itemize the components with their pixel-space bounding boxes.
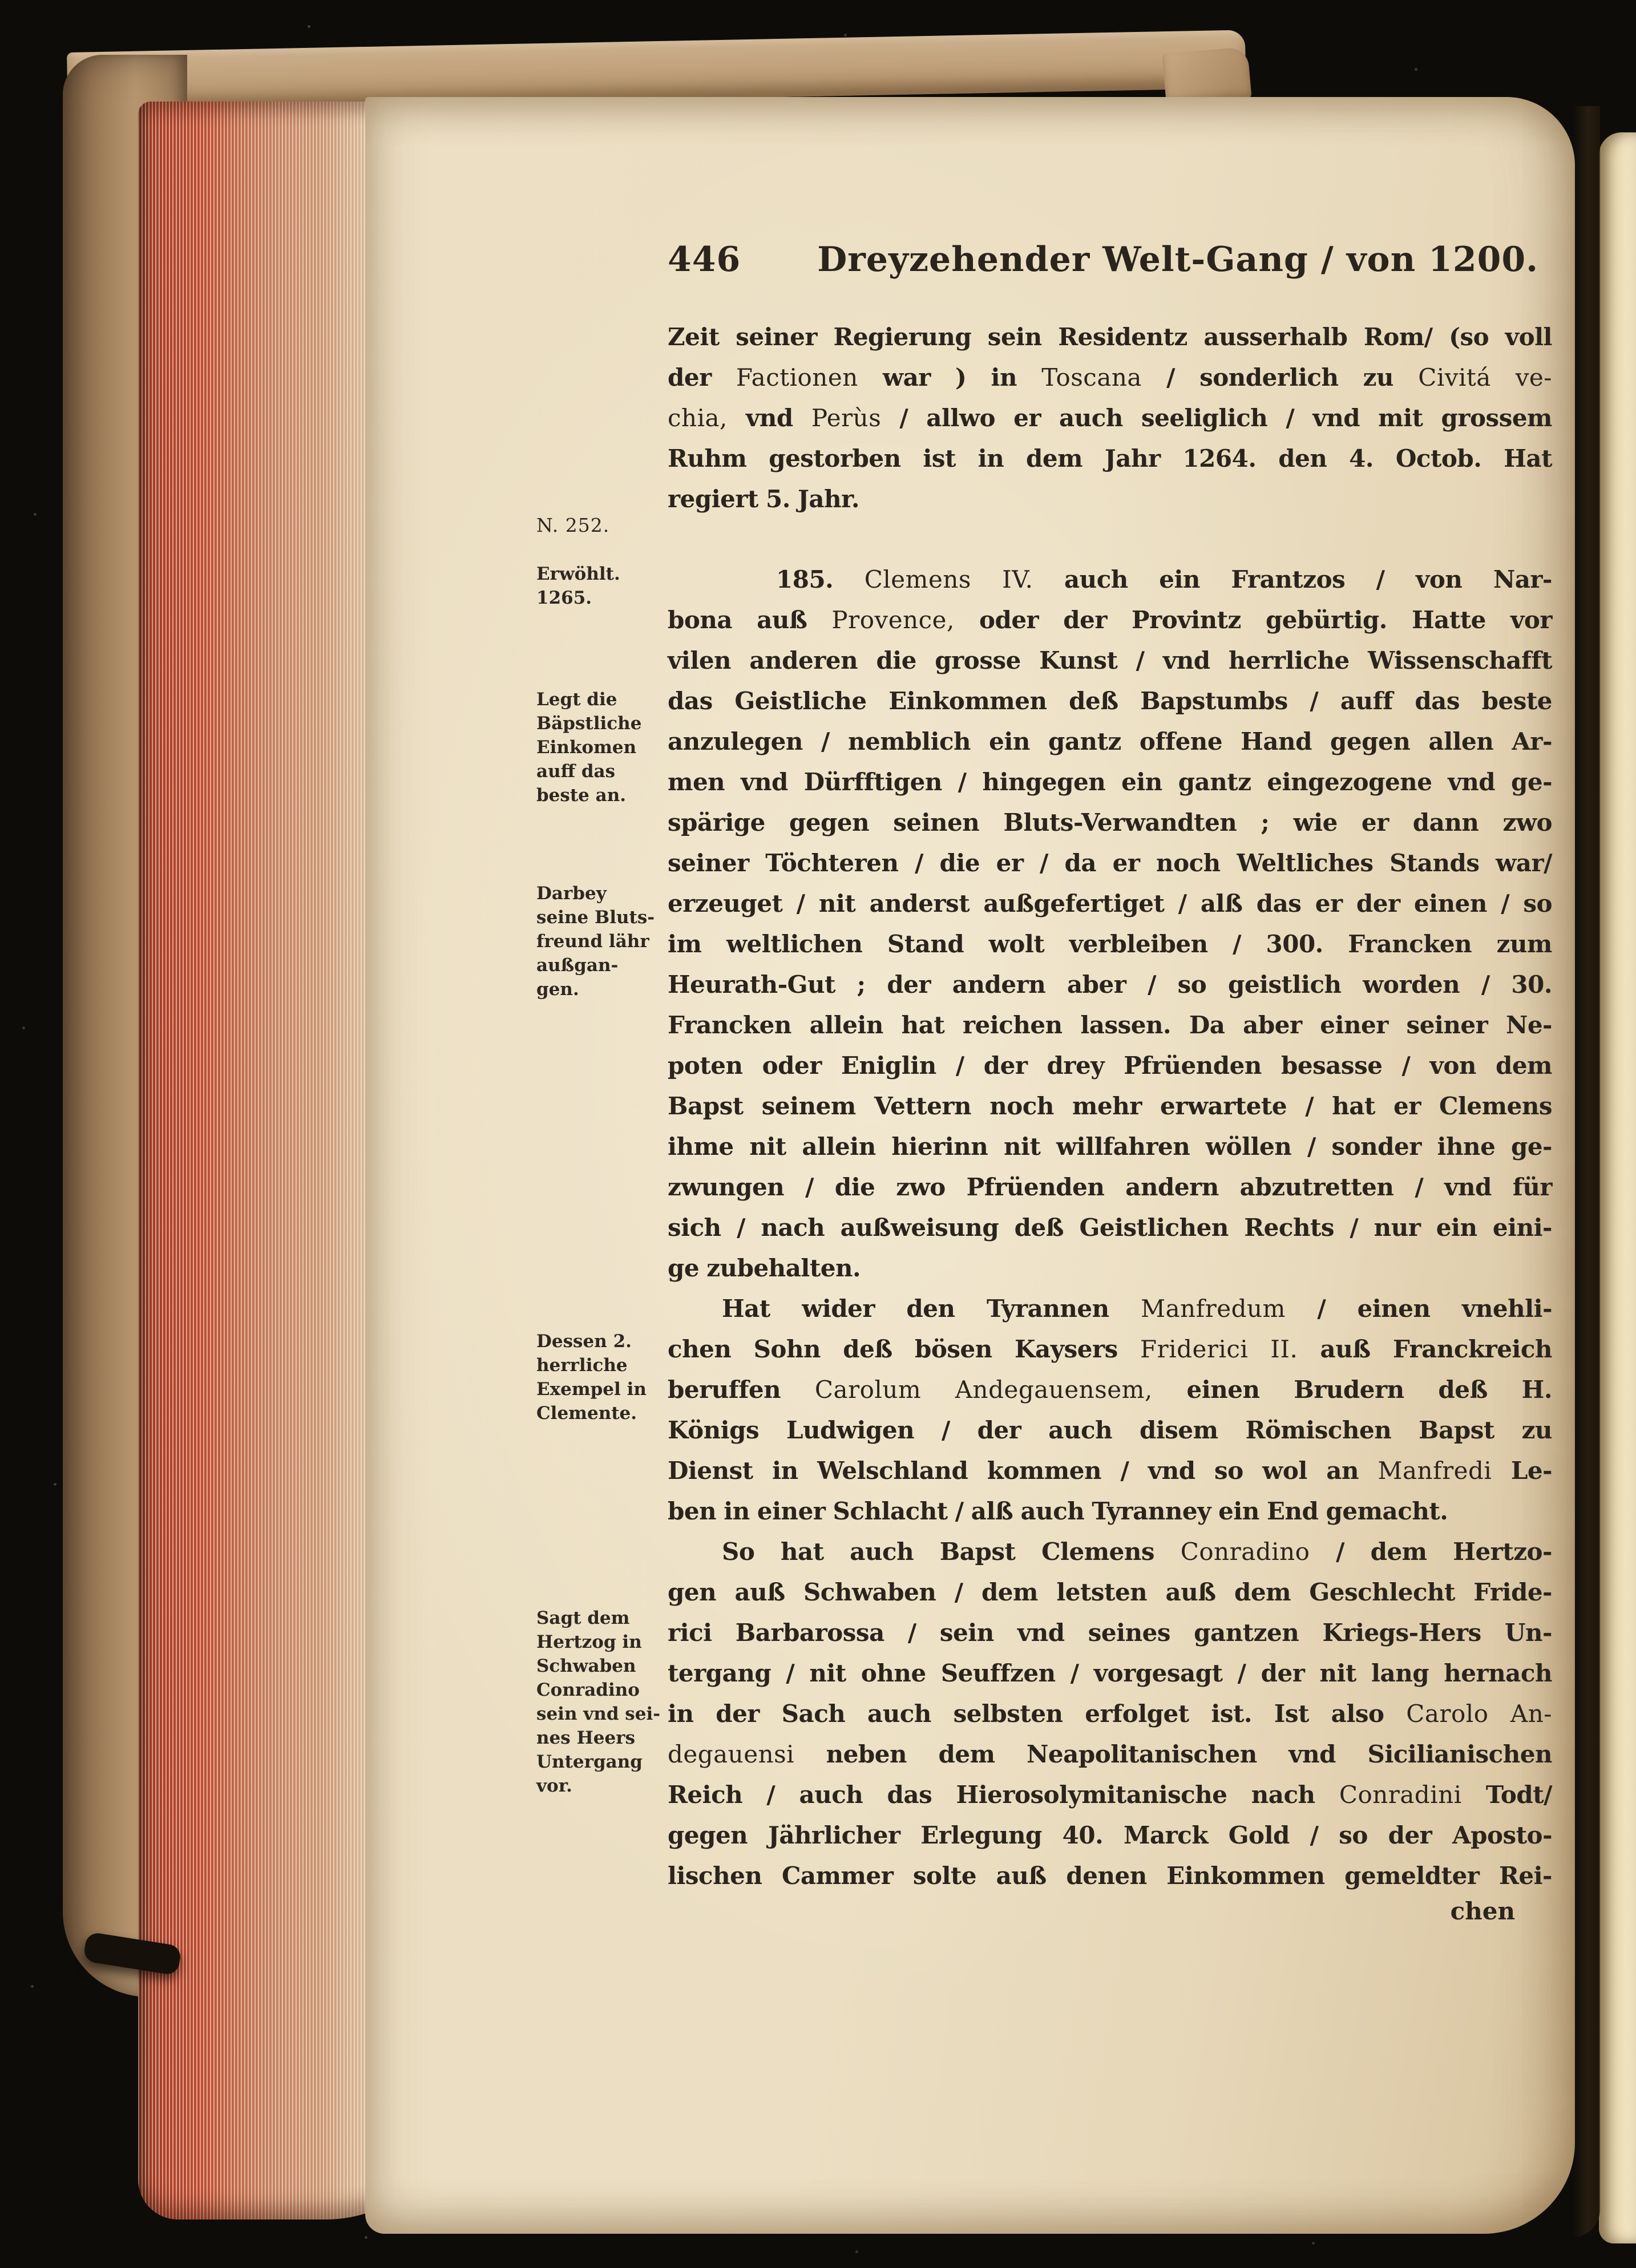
text-line: lischen Cammer solte auß denen Einkommen gemeldter Rei- xyxy=(668,1862,1552,1890)
margin-note-line: sein vnd sei- xyxy=(536,1704,661,1724)
margin-note-line: 1265. xyxy=(536,588,592,608)
margin-note-line: auff das xyxy=(536,761,616,782)
text-line: gen auß Schwaben / dem letsten auß dem Geschlecht Fride- xyxy=(668,1578,1552,1606)
text-line: beruffen Carolum Andegauensem, einen Brudern deß H. xyxy=(668,1376,1552,1404)
page-header xyxy=(668,240,1552,280)
text-line: Reich / auch das Hierosolymitanische nach Conradini Todt/ xyxy=(668,1781,1552,1809)
text-line: 185. Clemens IV. auch ein Frantzos / von Nar- xyxy=(776,565,1552,593)
margin-note-line: Erwöhlt. xyxy=(536,564,620,584)
text-line: chen Sohn deß bösen Kaysers Friderici II. auß Franckreich xyxy=(668,1335,1552,1363)
margin-note-line: herrliche xyxy=(536,1355,628,1376)
margin-note-5 xyxy=(536,1329,663,1425)
margin-note-line: Darbey xyxy=(536,883,607,904)
text-line: degauensi neben dem Neapolitanischen vnd Sicilianischen xyxy=(668,1740,1552,1768)
text-line: bona auß Provence, oder der Provintz gebürtig. Hatte vor xyxy=(668,606,1552,634)
text-line: chia, vnd Perùs / allwo er auch seeliglich / vnd mit grossem xyxy=(668,404,1553,432)
text-line: Bapst seinem Vettern noch mehr erwartete / hat er Clemens xyxy=(668,1092,1552,1120)
text-line: ge zubehalten. xyxy=(668,1254,861,1282)
text-line: rici Barbarossa / sein vnd seines gantzen Kriegs-Hers Un- xyxy=(668,1619,1552,1647)
margin-note-line: Legt die xyxy=(536,689,617,710)
margin-note-line: freund lähr xyxy=(536,931,649,952)
next-page-sliver xyxy=(1599,132,1636,2243)
body-text xyxy=(668,317,1552,1896)
margin-note-line: seine Bluts- xyxy=(536,907,655,928)
text-line: anzulegen / nemblich ein gantz offene Hand gegen allen Ar- xyxy=(668,727,1552,755)
gutter-shadow xyxy=(1573,106,1600,2237)
text-line: Hat wider den Tyrannen Manfredum / einen vnehli- xyxy=(722,1295,1553,1323)
text-line: regiert 5. Jahr. xyxy=(668,485,860,513)
text-line: poten oder Eniglin / der drey Pfrüenden besasse / von dem xyxy=(668,1052,1552,1080)
text-line: Dienst in Welschland kommen / vnd so wol an Manfredi Le- xyxy=(668,1457,1553,1485)
margin-note-6 xyxy=(536,1606,663,1798)
text-line: Francken allein hat reichen lassen. Da aber einer seiner Ne- xyxy=(668,1011,1552,1039)
margin-note-line: Conradino xyxy=(536,1680,640,1700)
book-page xyxy=(365,97,1575,2234)
margin-note-line: außgan- xyxy=(536,955,619,976)
dust-specks xyxy=(0,0,2,2)
margin-note-line: N. 252. xyxy=(536,514,610,536)
text-line: erzeuget / nit anderst außgefertiget / alß das er der einen / so xyxy=(668,890,1552,917)
margin-note-line: Sagt dem xyxy=(536,1608,630,1628)
text-line: sich / nach außweisung deß Geistlichen Rechts / nur ein eini- xyxy=(668,1214,1552,1242)
text-line: der Factionen war ) in Toscana / sonderlich zu Civitá ve- xyxy=(668,363,1552,391)
catchword: chen xyxy=(1450,1897,1515,1925)
margin-note-line: Dessen 2. xyxy=(536,1331,632,1352)
running-title: Dreyzehender Welt-Gang / von 1200. xyxy=(817,240,1538,280)
text-line: Königs Ludwigen / der auch disem Römischen Bapst zu xyxy=(668,1416,1552,1444)
text-line: seiner Töchteren / die er / da er noch Weltliches Stands war/ xyxy=(668,849,1552,877)
text-line: tergang / nit ohne Seuffzen / vorgesagt / der nit lang hernach xyxy=(668,1659,1552,1687)
margin-note-3 xyxy=(536,688,663,807)
text-line: gegen Jährlicher Erlegung 40. Marck Gold / so der Aposto- xyxy=(668,1821,1552,1849)
margin-note-1 xyxy=(536,514,663,537)
text-line: ihme nit allein hierinn nit willfahren wöllen / sonder ihne ge- xyxy=(668,1133,1552,1161)
margin-note-line: nes Heers xyxy=(536,1728,636,1748)
margin-note-line: Schwaben xyxy=(536,1656,636,1676)
text-line: das Geistliche Einkommen deß Bapstumbs / auff das beste xyxy=(668,687,1552,715)
margin-note-4 xyxy=(536,882,663,1001)
text-line: Zeit seiner Regierung sein Residentz ausserhalb Rom/ (so voll xyxy=(668,323,1552,351)
margin-note-line: Clemente. xyxy=(536,1403,637,1424)
margin-note-line: Hertzog in xyxy=(536,1632,642,1652)
text-line: men vnd Dürfftigen / hingegen ein gantz eingezogene vnd ge- xyxy=(668,768,1552,796)
margin-note-line: Bäpstliche xyxy=(536,713,642,734)
text-line: vilen anderen die grosse Kunst / vnd herrliche Wissenschafft xyxy=(668,646,1552,674)
text-line: Heurath-Gut ; der andern aber / so geistlich worden / 30. xyxy=(668,971,1552,998)
text-line: So hat auch Bapst Clemens Conradino / dem Hertzo- xyxy=(722,1538,1552,1566)
margin-note-line: gen. xyxy=(536,979,579,1000)
page-number: 446 xyxy=(668,240,741,280)
text-line: in der Sach auch selbsten erfolget ist. Ist also Carolo An- xyxy=(668,1700,1552,1728)
text-line: zwungen / die zwo Pfrüenden andern abzutretten / vnd für xyxy=(668,1173,1552,1201)
text-line: spärige gegen seinen Bluts-Verwandten ; wie er dann zwo xyxy=(668,808,1552,836)
text-line: ben in einer Schlacht / alß auch Tyranney ein End gemacht. xyxy=(668,1497,1448,1525)
text-line: im weltlichen Stand wolt verbleiben / 300. Francken zum xyxy=(668,930,1552,958)
margin-note-line: Untergang xyxy=(536,1752,643,1772)
margin-note-line: Einkomen xyxy=(536,737,637,758)
margin-note-2 xyxy=(536,562,663,610)
margin-note-line: Exempel in xyxy=(536,1379,647,1400)
margin-note-line: beste an. xyxy=(536,785,627,806)
margin-note-line: vor. xyxy=(536,1776,572,1796)
text-line: Ruhm gestorben ist in dem Jahr 1264. den 4. Octob. Hat xyxy=(668,444,1552,472)
